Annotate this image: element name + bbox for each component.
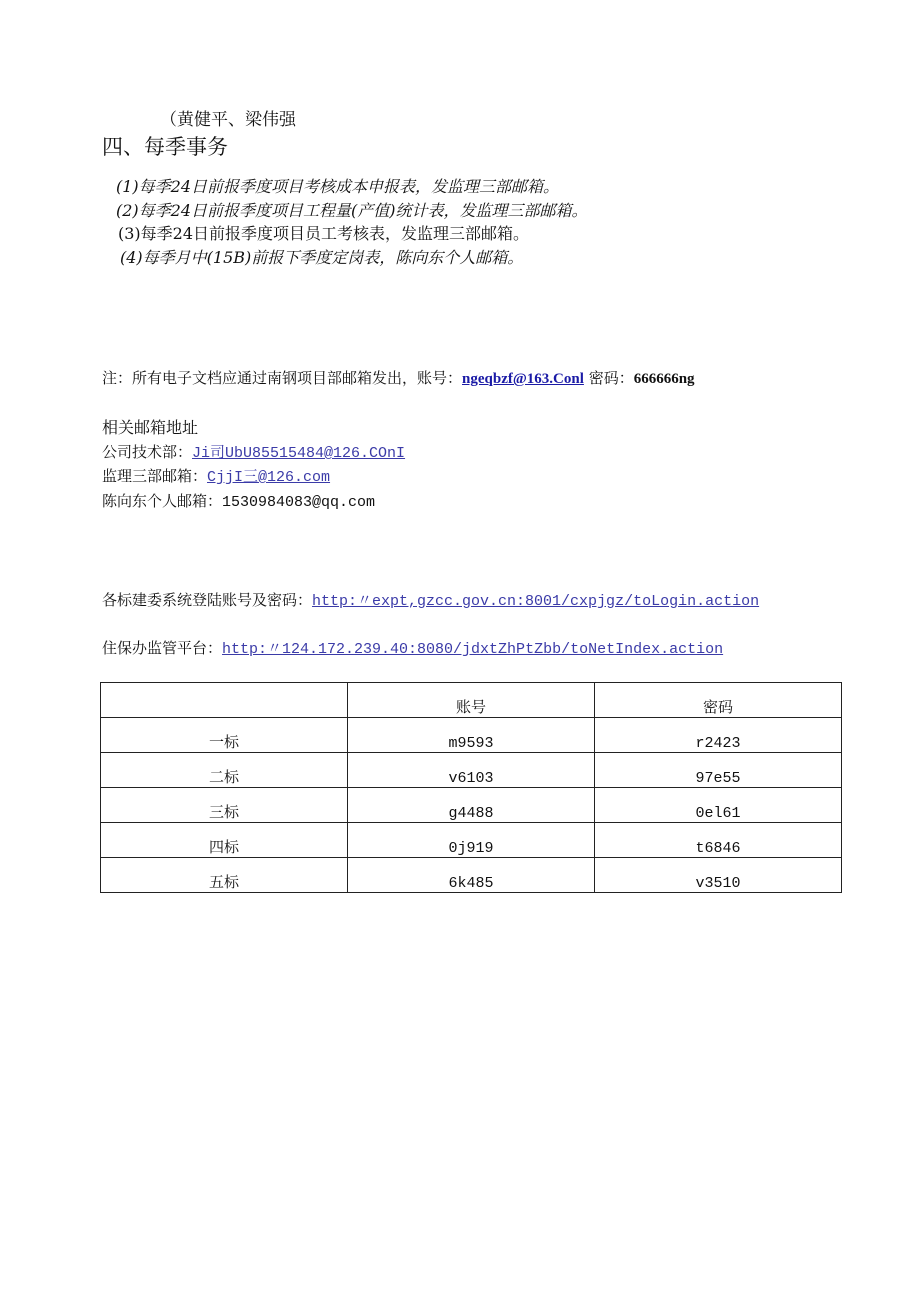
row-label: 四标: [101, 823, 348, 858]
personal-mailbox: [102, 490, 375, 511]
quarterly-item-4: (4)每季月中(15B)前报下季度定岗表，陈向东个人邮箱。: [120, 248, 524, 267]
row-account: 6k485: [348, 858, 595, 893]
header-cell-password: 密码: [595, 683, 842, 718]
row-password: t6846: [595, 823, 842, 858]
login-system-label: 各标建委系统登陆账号及密码：: [102, 591, 313, 609]
header-cell-blank: [101, 683, 348, 718]
row-label: 五标: [101, 858, 348, 893]
row-password: 97e55: [595, 753, 842, 788]
supervision-platform-label: 住保办监管平台：: [102, 639, 223, 657]
row-label: 一标: [101, 718, 348, 753]
row-label: 二标: [101, 753, 348, 788]
project-email-link[interactable]: ngeqbzf@163.Conl: [462, 371, 584, 387]
table-row: [101, 788, 842, 823]
quarterly-item-2: (2)每季24日前报季度项目工程量(产值)统计表，发监理三部邮箱。: [116, 201, 588, 220]
table-row: [101, 753, 842, 788]
login-system-line: [102, 589, 759, 610]
personal-email: 1530984083@qq.com: [222, 494, 376, 511]
section-title: 四、每季事务: [102, 135, 228, 159]
password-label: 密码：: [588, 369, 634, 387]
login-system-link[interactable]: http:〃expt,gzcc.gov.cn:8001/cxpjgz/toLogin.action: [312, 593, 760, 610]
email-note: [102, 367, 695, 388]
supervision-platform-link[interactable]: http:〃124.172.239.40:8080/jdxtZhPtZbb/toNetIndex.action: [222, 641, 724, 658]
row-account: g4488: [348, 788, 595, 823]
quarterly-item-3: (3)每季24日前报季度项目员工考核表，发监理三部邮箱。: [118, 224, 530, 243]
table-row: [101, 718, 842, 753]
accounts-table: [100, 682, 842, 893]
mailbox-heading: 相关邮箱地址: [102, 418, 199, 437]
row-account: m9593: [348, 718, 595, 753]
quarterly-item-1: (1)每季24日前报季度项目考核成本申报表，发监理三部邮箱。: [116, 177, 560, 196]
tech-dept-mailbox: [102, 441, 405, 462]
personal-label: 陈向东个人邮箱：: [102, 492, 223, 510]
supervision-mailbox: [102, 465, 330, 486]
table-header-row: [101, 683, 842, 718]
tech-dept-label: 公司技术部：: [102, 443, 193, 461]
note-prefix: 注：所有电子文档应通过南钢项目部邮箱发出，账号：: [102, 369, 463, 387]
row-password: 0el61: [595, 788, 842, 823]
supervision-label: 监理三部邮箱：: [102, 467, 208, 485]
row-label: 三标: [101, 788, 348, 823]
row-account: 0j919: [348, 823, 595, 858]
tech-dept-email-link[interactable]: Ji司UbU85515484@126.COnI: [192, 445, 406, 462]
table-row: [101, 858, 842, 893]
supervision-email-link[interactable]: CjjI三@126.com: [207, 469, 331, 486]
supervision-platform-line: [102, 637, 723, 658]
row-password: v3510: [595, 858, 842, 893]
row-password: r2423: [595, 718, 842, 753]
row-account: v6103: [348, 753, 595, 788]
responsible-names: （黄健平、梁伟强: [160, 110, 296, 130]
header-cell-account: 账号: [348, 683, 595, 718]
project-email-password: 666666ng: [633, 371, 695, 387]
table-row: [101, 823, 842, 858]
